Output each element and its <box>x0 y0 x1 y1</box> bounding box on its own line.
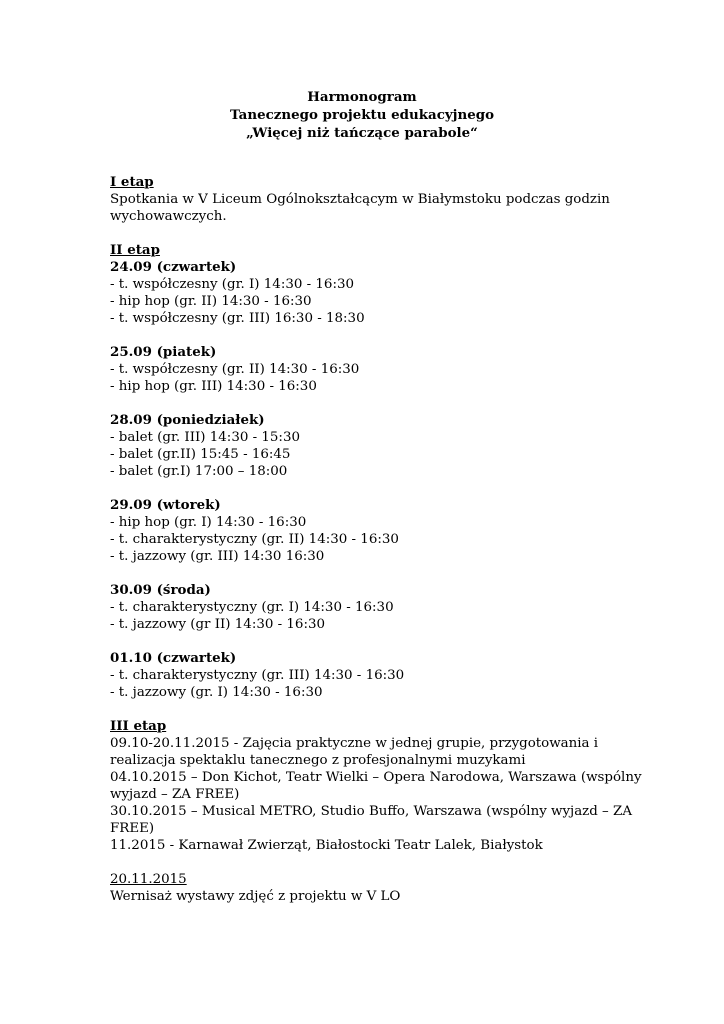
day-date: 30.09 (środa) <box>110 582 211 598</box>
etap-1-heading: I etap <box>110 174 154 190</box>
schedule-item: - t. współczesny (gr. I) 14:30 - 16:30 <box>110 277 355 292</box>
schedule-item: - t. współczesny (gr. II) 14:30 - 16:30 <box>110 362 360 377</box>
etap-3-line: wyjazd – ZA FREE) <box>110 787 240 802</box>
schedule-item: - hip hop (gr. II) 14:30 - 16:30 <box>110 294 312 309</box>
etap-1-text-line-2: wychowawczych. <box>110 209 227 224</box>
title-line-1: Harmonogram <box>307 89 417 105</box>
day-block <box>110 259 610 327</box>
etap-3-line: realizacja spektaklu tanecznego z profesjonalnymi muzykami <box>110 753 526 768</box>
day-block <box>110 650 610 701</box>
day-date: 29.09 (wtorek) <box>110 497 221 513</box>
schedule-item: - t. charakterystyczny (gr. I) 14:30 - 16:30 <box>110 600 394 615</box>
etap-3-line: 04.10.2015 – Don Kichot, Teatr Wielki – Opera Narodowa, Warszawa (wspólny <box>110 770 642 785</box>
etap-3-line: 09.10-20.11.2015 - Zajęcia praktyczne w jednej grupie, przygotowania i <box>110 736 599 751</box>
schedule-item: - t. jazzowy (gr. III) 14:30 16:30 <box>110 549 325 564</box>
schedule-item: - t. jazzowy (gr II) 14:30 - 16:30 <box>110 617 325 632</box>
day-block <box>110 344 610 395</box>
document-body <box>110 174 642 905</box>
day-date: 24.09 (czwartek) <box>110 259 237 275</box>
schedule-item: - hip hop (gr. I) 14:30 - 16:30 <box>110 515 307 530</box>
schedule-item: - t. charakterystyczny (gr. III) 14:30 - 16:30 <box>110 668 405 683</box>
etap-3-line: FREE) <box>110 821 155 836</box>
title-line-3: „Więcej niż tańczące parabole“ <box>246 125 478 141</box>
day-block <box>110 497 610 565</box>
title-line-2: Tanecznego projektu edukacyjnego <box>229 107 495 123</box>
day-date: 28.09 (poniedziałek) <box>110 412 265 428</box>
schedule-item: - t. charakterystyczny (gr. II) 14:30 - 16:30 <box>110 532 399 547</box>
final-date: 20.11.2015 <box>110 872 187 887</box>
schedule-item: - t. współczesny (gr. III) 16:30 - 18:30 <box>110 311 365 326</box>
schedule-item: - balet (gr.I) 17:00 – 18:00 <box>110 464 288 479</box>
day-block <box>110 582 610 633</box>
document-title <box>0 88 724 142</box>
etap-3-line: 11.2015 - Karnawał Zwierząt, Białostocki Teatr Lalek, Białystok <box>110 838 543 853</box>
etap-1-text-line-1: Spotkania w V Liceum Ogólnokształcącym w Białymstoku podczas godzin <box>110 192 610 207</box>
etap-3-line: 30.10.2015 – Musical METRO, Studio Buffo, Warszawa (wspólny wyjazd – ZA <box>110 804 632 819</box>
etap-3-heading: III etap <box>110 718 167 734</box>
schedule-item: - t. jazzowy (gr. I) 14:30 - 16:30 <box>110 685 323 700</box>
schedule-item: - balet (gr.II) 15:45 - 16:45 <box>110 447 291 462</box>
day-date: 25.09 (piatek) <box>110 344 217 360</box>
schedule-item: - hip hop (gr. III) 14:30 - 16:30 <box>110 379 317 394</box>
schedule-item: - balet (gr. III) 14:30 - 15:30 <box>110 430 300 445</box>
day-block <box>110 412 610 480</box>
day-date: 01.10 (czwartek) <box>110 650 237 666</box>
etap-2-heading: II etap <box>110 242 160 258</box>
final-text: Wernisaż wystawy zdjęć z projektu w V LO <box>110 889 401 904</box>
